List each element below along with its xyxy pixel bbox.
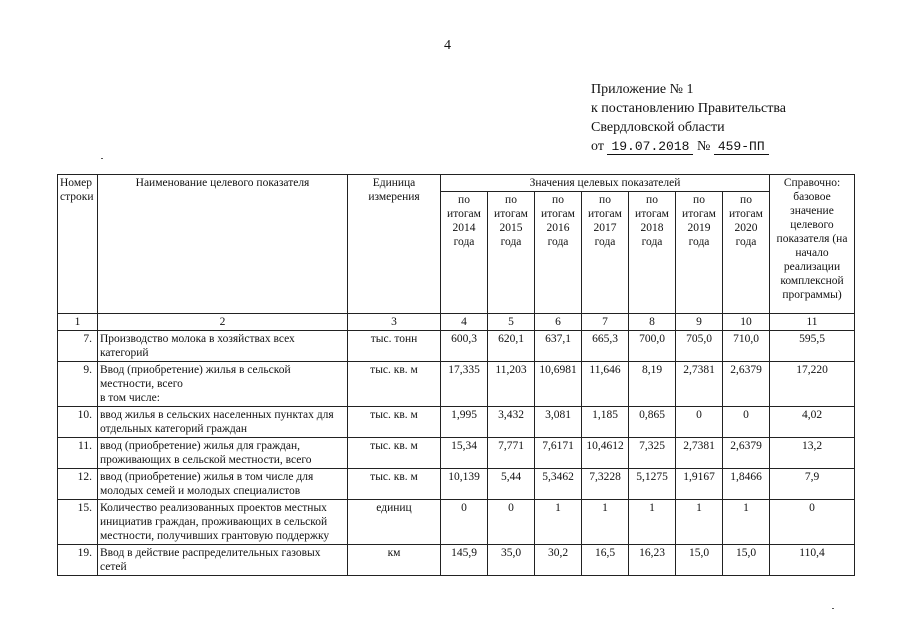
resolution-date: 19.07.2018 (607, 140, 693, 155)
reference-value-cell: 110,4 (770, 545, 855, 576)
unit-cell: тыс. тонн (348, 331, 441, 362)
header-target-values: Значения целевых показателей (441, 175, 770, 192)
value-cell: 700,0 (629, 331, 676, 362)
value-cell: 15,34 (441, 438, 488, 469)
value-cell: 15,0 (676, 545, 723, 576)
value-cell: 1 (723, 500, 770, 545)
reference-value-cell: 17,220 (770, 362, 855, 407)
value-cell: 0,865 (629, 407, 676, 438)
header-reference: Справочно: базовое значение целевого показателя (на начало реализации комплексной программы) (770, 175, 855, 314)
value-cell: 7,771 (488, 438, 535, 469)
value-cell: 3,081 (535, 407, 582, 438)
value-cell: 5,3462 (535, 469, 582, 500)
value-cell: 1 (676, 500, 723, 545)
indicator-name-cell: ввод (приобретение) жилья для граждан, проживающих в сельской местности, всего (98, 438, 348, 469)
value-cell: 0 (488, 500, 535, 545)
value-cell: 8,19 (629, 362, 676, 407)
header-year: по итогам 2015 года (488, 192, 535, 314)
value-cell: 1 (582, 500, 629, 545)
column-number: 10 (723, 314, 770, 331)
value-cell: 7,3228 (582, 469, 629, 500)
value-cell: 2,7381 (676, 362, 723, 407)
value-cell: 11,646 (582, 362, 629, 407)
value-cell: 35,0 (488, 545, 535, 576)
row-number-cell: 7. (58, 331, 98, 362)
header-year: по итогам 2014 года (441, 192, 488, 314)
indicator-name-cell: ввод жилья в сельских населенных пунктах для отдельных категорий граждан (98, 407, 348, 438)
unit-cell: тыс. кв. м (348, 407, 441, 438)
page-number: 4 (444, 38, 451, 53)
row-number-cell: 11. (58, 438, 98, 469)
column-number: 8 (629, 314, 676, 331)
column-number: 7 (582, 314, 629, 331)
column-number: 1 (58, 314, 98, 331)
header-unit: Единица измерения (348, 175, 441, 314)
table-body (58, 331, 855, 576)
indicator-name-cell: Количество реализованных проектов местных инициатив граждан, проживающих в сельской местности, получивших грантовую поддержку (98, 500, 348, 545)
value-cell: 10,4612 (582, 438, 629, 469)
value-cell: 17,335 (441, 362, 488, 407)
value-cell: 600,3 (441, 331, 488, 362)
column-number: 9 (676, 314, 723, 331)
value-cell: 1,9167 (676, 469, 723, 500)
row-number-cell: 12. (58, 469, 98, 500)
scan-speck (832, 608, 834, 609)
value-cell: 16,5 (582, 545, 629, 576)
value-cell: 16,23 (629, 545, 676, 576)
header-year: по итогам 2017 года (582, 192, 629, 314)
column-number: 6 (535, 314, 582, 331)
value-cell: 7,325 (629, 438, 676, 469)
appendix-header (591, 80, 786, 156)
indicator-name-cell: Ввод в действие распределительных газовых сетей (98, 545, 348, 576)
value-cell: 1,185 (582, 407, 629, 438)
appendix-date-line (591, 137, 786, 156)
target-indicators-table (57, 174, 855, 576)
unit-cell: единиц (348, 500, 441, 545)
value-cell: 5,44 (488, 469, 535, 500)
value-cell: 637,1 (535, 331, 582, 362)
resolution-number: 459-ПП (714, 140, 769, 155)
value-cell: 10,139 (441, 469, 488, 500)
table-row (58, 407, 855, 438)
row-number-cell: 19. (58, 545, 98, 576)
value-cell: 7,6171 (535, 438, 582, 469)
value-cell: 0 (676, 407, 723, 438)
header-row-number: Номер строки (58, 175, 98, 314)
unit-cell: тыс. кв. м (348, 362, 441, 407)
value-cell: 1 (535, 500, 582, 545)
value-cell: 2,7381 (676, 438, 723, 469)
number-prefix: № (696, 139, 711, 154)
value-cell: 145,9 (441, 545, 488, 576)
header-year: по итогам 2018 года (629, 192, 676, 314)
header-indicator-name: Наименование целевого показателя (98, 175, 348, 314)
value-cell: 2,6379 (723, 362, 770, 407)
reference-value-cell: 13,2 (770, 438, 855, 469)
value-cell: 620,1 (488, 331, 535, 362)
value-cell: 3,432 (488, 407, 535, 438)
reference-value-cell: 0 (770, 500, 855, 545)
value-cell: 10,6981 (535, 362, 582, 407)
header-year: по итогам 2019 года (676, 192, 723, 314)
reference-value-cell: 595,5 (770, 331, 855, 362)
row-number-cell: 9. (58, 362, 98, 407)
value-cell: 2,6379 (723, 438, 770, 469)
row-number-cell: 10. (58, 407, 98, 438)
value-cell: 705,0 (676, 331, 723, 362)
table-row (58, 500, 855, 545)
unit-cell: тыс. кв. м (348, 438, 441, 469)
value-cell: 1,995 (441, 407, 488, 438)
table-row (58, 545, 855, 576)
table-row (58, 438, 855, 469)
reference-value-cell: 7,9 (770, 469, 855, 500)
value-cell: 5,1275 (629, 469, 676, 500)
indicator-name-cell: ввод (приобретение) жилья в том числе для молодых семей и молодых специалистов (98, 469, 348, 500)
value-cell: 0 (441, 500, 488, 545)
reference-value-cell: 4,02 (770, 407, 855, 438)
header-year: по итогам 2020 года (723, 192, 770, 314)
date-prefix: от (591, 139, 604, 154)
column-number: 3 (348, 314, 441, 331)
table-row (58, 469, 855, 500)
row-number-cell: 15. (58, 500, 98, 545)
value-cell: 665,3 (582, 331, 629, 362)
table-row (58, 331, 855, 362)
value-cell: 710,0 (723, 331, 770, 362)
appendix-resolution: к постановлению Правительства (591, 101, 787, 116)
indicator-name-cell: Ввод (приобретение) жилья в сельской местности, всего в том числе: (98, 362, 348, 407)
value-cell: 1,8466 (723, 469, 770, 500)
appendix-region: Свердловской области (591, 120, 725, 135)
value-cell: 11,203 (488, 362, 535, 407)
appendix-title: Приложение № 1 (591, 82, 694, 97)
unit-cell: км (348, 545, 441, 576)
scan-speck (101, 158, 103, 159)
value-cell: 30,2 (535, 545, 582, 576)
column-number: 2 (98, 314, 348, 331)
value-cell: 1 (629, 500, 676, 545)
value-cell: 15,0 (723, 545, 770, 576)
table-row (58, 362, 855, 407)
header-year: по итогам 2016 года (535, 192, 582, 314)
column-number: 5 (488, 314, 535, 331)
column-number: 4 (441, 314, 488, 331)
unit-cell: тыс. кв. м (348, 469, 441, 500)
value-cell: 0 (723, 407, 770, 438)
indicator-name-cell: Производство молока в хозяйствах всех категорий (98, 331, 348, 362)
column-number: 11 (770, 314, 855, 331)
